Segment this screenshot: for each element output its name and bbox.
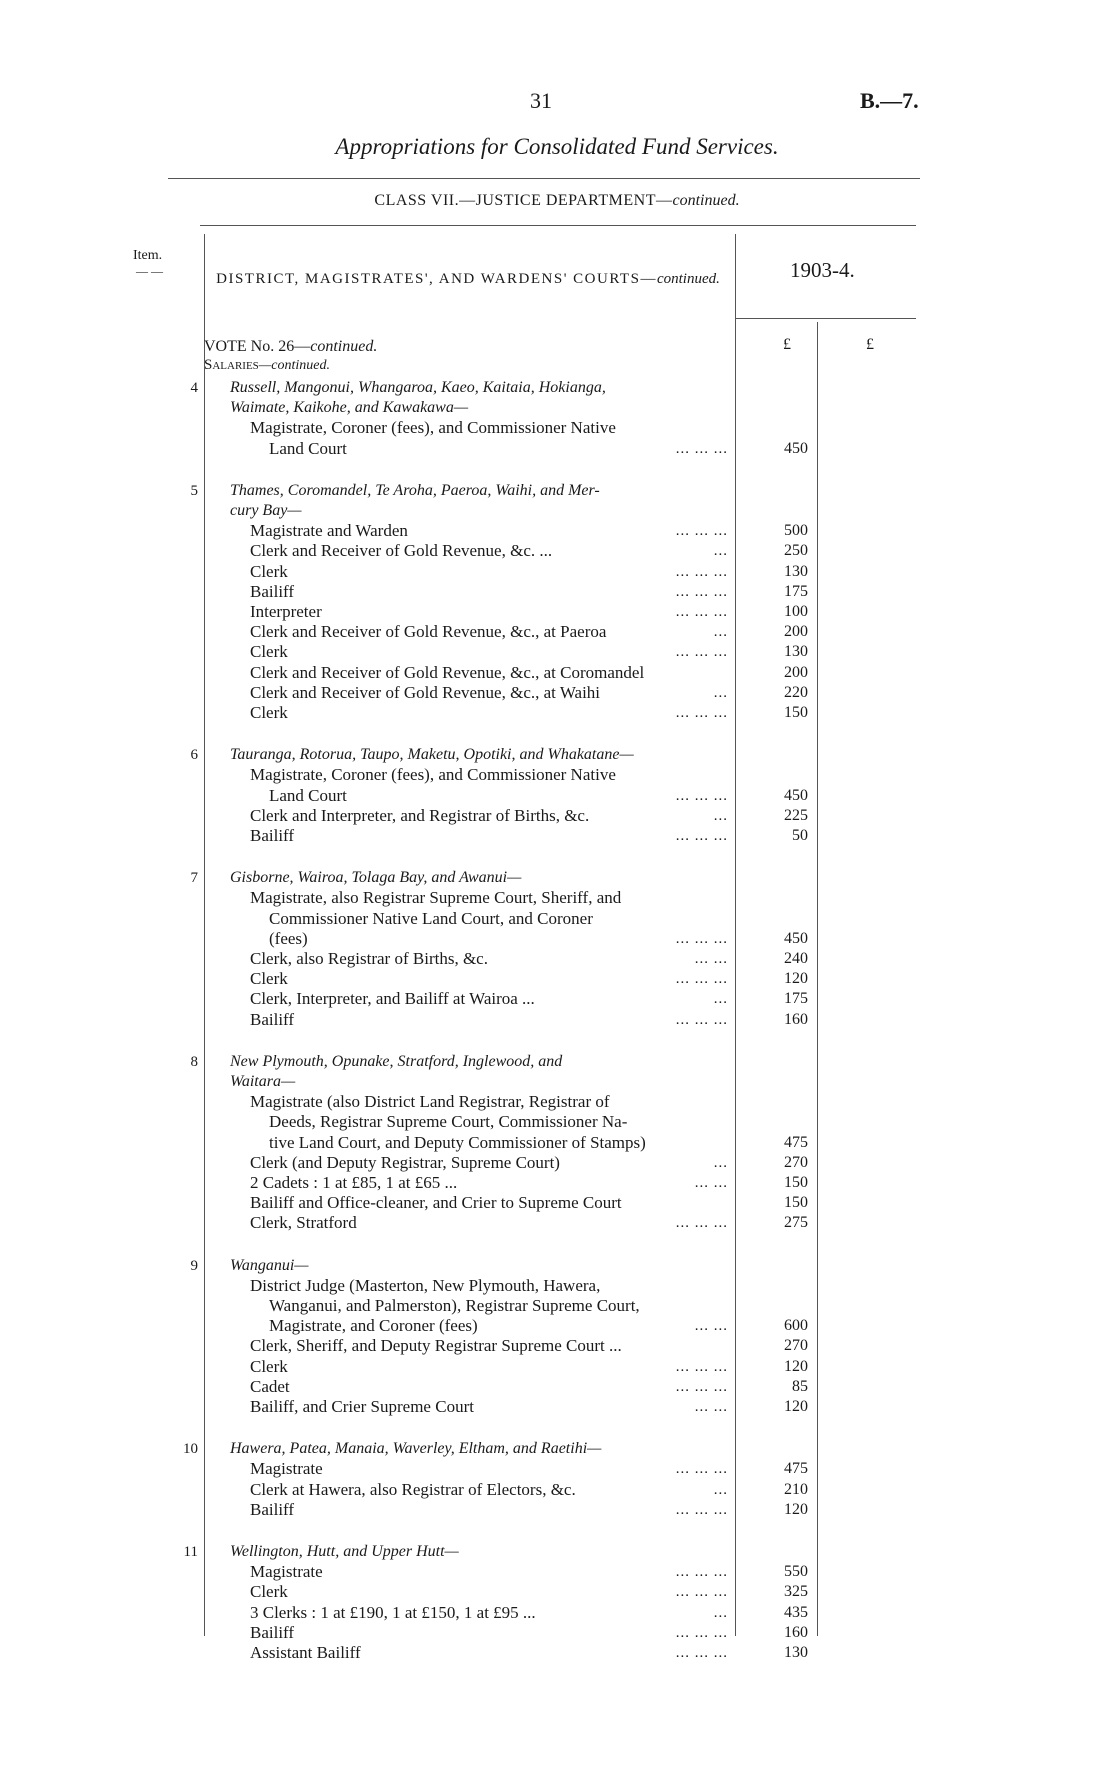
entry-description: Bailiff: [250, 1622, 295, 1642]
year-header: 1903-4.: [790, 258, 855, 282]
salary-entry: [0, 1500, 1114, 1520]
court-group-name: New Plymouth, Opunake, Stratford, Inglewood, and: [230, 1052, 563, 1070]
entry-description: Clerk and Receiver of Gold Revenue, &c., at Waihi: [250, 682, 601, 702]
amount-value: 450: [784, 786, 808, 804]
entry-description: Clerk and Receiver of Gold Revenue, &c. ...: [250, 541, 553, 561]
amount-value: 120: [784, 1500, 808, 1518]
salary-entry: [0, 1072, 1114, 1092]
salaries-heading: Salaries—continued.: [204, 357, 330, 373]
amount-value: 200: [784, 623, 808, 641]
salary-entry: [0, 1562, 1114, 1582]
salary-entry: [0, 1643, 1114, 1663]
currency-header-1: £: [783, 336, 791, 353]
item-column-header: Item.: [133, 248, 163, 263]
leader-dots: ... ... ...: [675, 563, 728, 580]
leader-dots: ... ...: [694, 1318, 728, 1335]
salary-entry: [0, 1623, 1114, 1643]
entry-description: Clerk: [250, 561, 288, 581]
entry-description: 2 Cadets : 1 at £85, 1 at £65 ...: [250, 1173, 458, 1192]
amount-value: 120: [784, 970, 808, 988]
amount-value: 550: [784, 1563, 808, 1581]
salary-entry: [0, 765, 1114, 785]
item-number: 6: [190, 747, 198, 764]
leader-dots: ...: [713, 1154, 728, 1171]
amount-value: 600: [784, 1317, 808, 1335]
salary-entry: [0, 1480, 1114, 1500]
salary-entry: [0, 1010, 1114, 1030]
salary-entry: [0, 909, 1114, 929]
leader-dots: ... ... ...: [675, 1461, 728, 1478]
salary-entry: [0, 439, 1114, 459]
court-group-heading: [0, 481, 1114, 501]
amount-value: 130: [784, 562, 808, 580]
amount-value: 270: [784, 1337, 808, 1355]
entry-description: (fees): [269, 928, 308, 948]
currency-header-2: £: [866, 336, 874, 353]
leader-dots: ... ...: [694, 1399, 728, 1415]
salary-entry: [0, 1459, 1114, 1479]
entry-description: Commissioner Native Land Court, and Coroner: [269, 908, 593, 928]
salary-entry: [0, 1582, 1114, 1602]
court-group-heading: [0, 868, 1114, 888]
entry-description: Clerk, Sheriff, and Deputy Registrar Supreme Court ...: [250, 1336, 622, 1356]
amount-value: 225: [784, 806, 808, 824]
court-group-heading: [0, 378, 1114, 398]
salary-entry: [0, 1173, 1114, 1193]
salary-entry: [0, 1092, 1114, 1112]
salary-entry: [0, 1357, 1114, 1377]
leader-dots: ... ... ...: [675, 1215, 728, 1232]
leader-dots: ...: [713, 684, 728, 701]
court-group-name: Wanganui—: [230, 1256, 309, 1274]
entry-description: Clerk at Hawera, also Registrar of Electors, &c.: [250, 1479, 576, 1499]
entry-description: Clerk: [250, 703, 288, 722]
entry-description: Clerk and Interpreter, and Registrar of Births, &c.: [250, 805, 590, 825]
leader-dots: ...: [713, 624, 728, 641]
leader-dots: ... ... ...: [675, 1624, 728, 1641]
leader-dots: ...: [713, 543, 728, 560]
salary-entry: [0, 398, 1114, 418]
salary-entry: [0, 1377, 1114, 1397]
amount-value: 160: [784, 1010, 808, 1028]
amount-value: 275: [784, 1214, 808, 1232]
entry-description: Bailiff: [250, 1499, 295, 1519]
entry-description: Deeds, Registrar Supreme Court, Commissioner Na-: [269, 1112, 628, 1132]
entry-description: Clerk: [250, 1582, 288, 1602]
entry-description: Magistrate, and Coroner (fees): [269, 1316, 478, 1336]
amount-value: 85: [792, 1377, 808, 1395]
leader-dots: ... ... ...: [675, 1584, 728, 1601]
leader-dots: ... ... ...: [675, 440, 728, 457]
amount-value: 435: [784, 1603, 808, 1621]
leader-dots: ...: [713, 807, 728, 824]
leader-dots: ... ... ...: [675, 583, 728, 600]
entry-description: Bailiff: [250, 581, 295, 601]
entry-description: Bailiff: [250, 826, 295, 845]
entry-description: Clerk, Stratford: [250, 1213, 357, 1233]
amount-value: 150: [784, 704, 808, 721]
entry-description: Magistrate, Coroner (fees), and Commissioner Native: [250, 765, 616, 785]
court-group-heading: [0, 745, 1114, 765]
salary-entry: [0, 501, 1114, 521]
amount-value: 50: [792, 827, 808, 844]
court-group-name: Russell, Mangonui, Whangaroa, Kaeo, Kaitaia, Hokianga,: [230, 379, 606, 396]
court-group-heading: [0, 1256, 1114, 1276]
item-number: 10: [183, 1441, 198, 1458]
salary-entry: [0, 1112, 1114, 1132]
page-title: Appropriations for Consolidated Fund Services.: [335, 134, 779, 159]
salary-entry: [0, 1296, 1114, 1316]
page-reference: B.—7.: [860, 88, 919, 113]
salary-entry: [0, 562, 1114, 582]
amount-value: 175: [784, 582, 808, 600]
salary-entry: [0, 642, 1114, 662]
entry-description: Bailiff and Office-cleaner, and Crier to Supreme Court: [250, 1193, 622, 1213]
leader-dots: ... ... ...: [675, 930, 728, 947]
amount-value: 120: [784, 1398, 808, 1415]
amount-value: 250: [784, 542, 808, 560]
entry-description: Land Court: [269, 785, 347, 805]
salary-entry: [0, 622, 1114, 642]
salary-entry: [0, 1336, 1114, 1356]
salary-entry: [0, 1397, 1114, 1417]
page-number: 31: [530, 88, 552, 113]
entry-description: Magistrate, also Registrar Supreme Court, Sheriff, and: [250, 888, 622, 908]
entry-description: Magistrate (also District Land Registrar, Registrar of: [250, 1092, 610, 1112]
leader-dots: ... ... ...: [675, 1358, 728, 1375]
amount-value: 450: [784, 439, 808, 457]
salary-entry: [0, 663, 1114, 683]
class-heading: CLASS VII.—JUSTICE DEPARTMENT—continued.: [374, 192, 740, 209]
salary-entry: [0, 1213, 1114, 1233]
vote-heading: VOTE No. 26—continued.: [204, 338, 378, 355]
leader-dots: ... ...: [694, 1175, 728, 1191]
salary-entry: [0, 541, 1114, 561]
entry-description: Clerk: [250, 642, 288, 662]
entry-description: Clerk, Interpreter, and Bailiff at Wairoa ...: [250, 989, 535, 1009]
court-group-heading: [0, 1439, 1114, 1459]
entry-description: District Judge (Masterton, New Plymouth, Hawera,: [250, 1275, 601, 1295]
salary-entry: [0, 1276, 1114, 1296]
salary-entry: [0, 418, 1114, 438]
entry-description: Cadet: [250, 1376, 290, 1396]
salary-entry: [0, 929, 1114, 949]
entry-description: 3 Clerks : 1 at £190, 1 at £150, 1 at £95 ...: [250, 1602, 536, 1622]
amount-value: 130: [784, 643, 808, 661]
entry-description: Magistrate and Warden: [250, 521, 408, 541]
leader-dots: ...: [713, 991, 728, 1008]
entry-description: Wanganui, and Palmerston), Registrar Supreme Court,: [269, 1296, 640, 1315]
amount-value: 475: [784, 1460, 808, 1478]
amount-value: 475: [784, 1133, 808, 1151]
leader-dots: ... ... ...: [675, 705, 728, 721]
entry-description: Land Court: [269, 438, 347, 458]
amount-value: 210: [784, 1480, 808, 1498]
leader-dots: ... ... ...: [675, 604, 728, 620]
salary-entry: [0, 1133, 1114, 1153]
entry-description: Magistrate, Coroner (fees), and Commissioner Native: [250, 418, 616, 438]
amount-value: 150: [784, 1174, 808, 1191]
leader-dots: ...: [713, 1481, 728, 1498]
leader-dots: ... ...: [694, 951, 728, 967]
court-group-name: Waimate, Kaikohe, and Kawakawa—: [230, 399, 469, 417]
entry-description: Clerk, also Registrar of Births, &c.: [250, 949, 488, 968]
court-group-name: cury Bay—: [230, 502, 302, 519]
leader-dots: ...: [713, 1604, 728, 1621]
salary-entry: [0, 806, 1114, 826]
leader-dots: ... ... ...: [675, 787, 728, 804]
entry-description: Bailiff, and Crier Supreme Court: [250, 1397, 474, 1416]
item-number: 5: [190, 482, 198, 499]
salary-entry: [0, 1153, 1114, 1173]
salary-entry: [0, 582, 1114, 602]
entry-description: Clerk and Receiver of Gold Revenue, &c., at Coromandel: [250, 662, 645, 682]
leader-dots: ... ... ...: [675, 828, 728, 844]
salary-entry: [0, 826, 1114, 846]
leader-dots: ... ... ...: [675, 1501, 728, 1518]
entry-description: Clerk and Receiver of Gold Revenue, &c., at Paeroa: [250, 622, 607, 642]
salary-entry: [0, 888, 1114, 908]
salary-entry: [0, 786, 1114, 806]
salary-entry: [0, 989, 1114, 1009]
salary-entry: [0, 1316, 1114, 1336]
leader-dots: ... ... ...: [675, 1564, 728, 1581]
salary-entry: [0, 1193, 1114, 1213]
amount-value: 270: [784, 1153, 808, 1171]
leader-dots: ... ... ...: [675, 1378, 728, 1395]
entry-description: tive Land Court, and Deputy Commissioner of Stamps): [269, 1132, 646, 1152]
salary-entry: [0, 683, 1114, 703]
leader-dots: ... ... ...: [675, 644, 728, 661]
entry-description: Assistant Bailiff: [250, 1643, 361, 1662]
amount-value: 325: [784, 1583, 808, 1601]
salary-entry: [0, 703, 1114, 723]
entry-description: Magistrate: [250, 1459, 323, 1479]
court-group-name: Wellington, Hutt, and Upper Hutt—: [230, 1543, 459, 1560]
salary-entry: [0, 969, 1114, 989]
amount-value: 120: [784, 1357, 808, 1375]
court-section-title: DISTRICT, MAGISTRATES', AND WARDENS' COURTS—continued.: [216, 271, 720, 287]
court-group-name: Waitara—: [230, 1073, 296, 1090]
amount-value: 150: [784, 1194, 808, 1212]
amount-value: 500: [784, 522, 808, 540]
leader-dots: ... ... ...: [675, 1645, 728, 1661]
court-group-name: Hawera, Patea, Manaia, Waverley, Eltham, and Raetihi—: [230, 1440, 602, 1458]
leader-dots: ... ... ...: [675, 971, 728, 988]
court-group-heading: [0, 1542, 1114, 1562]
entry-description: Interpreter: [250, 602, 322, 621]
entry-description: Clerk (and Deputy Registrar, Supreme Court): [250, 1152, 560, 1172]
entry-description: Clerk: [250, 1356, 288, 1376]
leader-dots: ... ... ...: [675, 1011, 728, 1028]
salary-entry: [0, 602, 1114, 622]
amount-value: 175: [784, 990, 808, 1008]
salary-entry: [0, 949, 1114, 969]
item-column-dash: — —: [136, 264, 163, 278]
court-group-name: Thames, Coromandel, Te Aroha, Paeroa, Waihi, and Mer-: [230, 481, 600, 499]
amount-value: 450: [784, 929, 808, 947]
item-number: 9: [190, 1257, 198, 1274]
item-number: 11: [183, 1544, 198, 1560]
entry-description: Magistrate: [250, 1562, 323, 1582]
court-group-name: Gisborne, Wairoa, Tolaga Bay, and Awanui—: [230, 869, 522, 887]
salary-entry: [0, 1603, 1114, 1623]
amount-value: 200: [784, 663, 808, 681]
entry-description: Bailiff: [250, 1009, 295, 1029]
item-number: 4: [190, 380, 198, 396]
court-group-name: Tauranga, Rotorua, Taupo, Maketu, Opotiki, and Whakatane—: [230, 746, 634, 764]
item-number: 7: [190, 870, 198, 887]
entry-description: Clerk: [250, 969, 288, 989]
amount-value: 130: [784, 1644, 808, 1661]
leader-dots: ... ... ...: [675, 523, 728, 540]
amount-value: 100: [784, 603, 808, 620]
amount-value: 220: [784, 683, 808, 701]
amount-value: 240: [784, 950, 808, 967]
amount-value: 160: [784, 1623, 808, 1641]
item-number: 8: [190, 1053, 198, 1070]
salary-entry: [0, 521, 1114, 541]
court-group-heading: [0, 1052, 1114, 1072]
